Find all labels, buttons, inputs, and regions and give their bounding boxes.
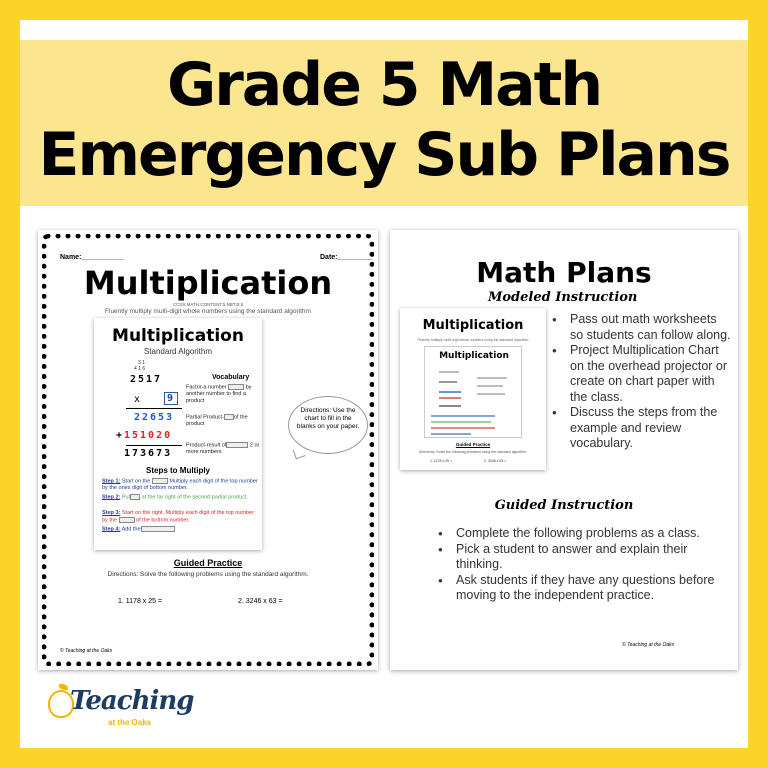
thumbnail-title: Multiplication <box>422 318 524 333</box>
card-subtitle: Standard Algorithm <box>143 347 213 356</box>
plans-title: Math Plans <box>476 256 652 289</box>
thumbnail-problem-2: 2. 3246 x 63 = <box>484 459 507 463</box>
thumbnail-card-title: Multiplication <box>439 351 509 361</box>
text-line <box>439 381 457 383</box>
vocab-heading: Vocabulary <box>212 374 250 381</box>
multiplication-worksheet <box>38 230 378 670</box>
directions-bubble: Directions: Use the chart to fill in the blanks on your paper. <box>288 396 368 454</box>
logo-wordmark: Teaching <box>70 686 194 716</box>
modeled-instruction-list <box>550 312 732 452</box>
partial-product-two: 151020 <box>124 430 173 441</box>
list-item: ● Project Multiplication Chart on the overhead projector or create on chart paper with the class. <box>550 343 732 405</box>
step-2: Step 2: Put at the far right of the second partial product. <box>102 494 249 501</box>
text-line <box>439 391 461 393</box>
thumbnail-guided-directions: Directions: Solve the following problems using the standard algorithm. <box>418 450 528 454</box>
list-item: ● Pass out math worksheets so students can follow along. <box>550 312 732 343</box>
standard-code: CCSS.MATH.CONTENT.5.NBT.B.5 <box>172 302 244 307</box>
brand-logo <box>48 686 194 730</box>
text-line <box>439 405 461 407</box>
title-line-2: Emergency Sub Plans <box>38 120 730 190</box>
text-line <box>439 371 459 373</box>
partial-product-one: 22653 <box>134 412 175 423</box>
times-sign: x <box>134 394 143 405</box>
final-product: 173673 <box>124 448 173 459</box>
blank-box <box>226 442 248 448</box>
guided-instruction-heading: Guided Instruction <box>494 498 634 513</box>
plus-sign: + <box>116 430 125 441</box>
thumbnail-subtitle: Fluently multiply multi-digit whole numbers using the standard algorithm <box>417 338 529 342</box>
worksheet-thumbnail <box>400 308 546 470</box>
text-line <box>477 377 507 379</box>
vocab-product: Product-result of 2 or more numbers <box>186 442 260 456</box>
text-line <box>477 393 505 395</box>
list-item: ● Discuss the steps from the example and review vocabulary. <box>550 405 732 452</box>
card-title: Multiplication <box>112 326 244 346</box>
step-4: Step 4: Add the <box>102 526 258 533</box>
name-field: Name:___________ <box>60 254 125 261</box>
thumbnail-card <box>424 346 522 438</box>
thumbnail-guided: Guided Practice <box>455 442 491 447</box>
vocab-factor: Factor-a number by another number to find a product <box>186 384 252 405</box>
line-rule <box>126 408 182 409</box>
problem-2: 2. 3246 x 63 = <box>238 598 283 605</box>
text-line <box>431 433 471 435</box>
step-1: Step 1: Start on the Multiply each digit of the top number by the ones digit of bottom number. <box>102 478 258 492</box>
guided-instruction-list <box>436 526 726 604</box>
step-3: Step 3: Start on the right. Multiply each digit of the top number by the of the bottom number. <box>102 510 254 524</box>
modeled-instruction-heading: Modeled Instruction <box>488 290 638 305</box>
vocab-partial: Partial Product- of the product <box>186 414 248 428</box>
line-rule-2 <box>126 445 182 446</box>
list-item: ● Ask students if they have any questions before moving to the independent practice. <box>436 573 726 604</box>
thumbnail-problem-1: 1. 1178 x 25 = <box>430 459 453 463</box>
carry-row-bottom: 4 1 6 <box>134 366 146 372</box>
list-item: ● Complete the following problems as a class. <box>436 526 726 542</box>
blank-box <box>130 494 140 500</box>
algorithm-card <box>94 318 262 550</box>
guided-practice-heading: Guided Practice <box>173 558 243 568</box>
guided-practice-directions: Directions: Solve the following problems using the standard algorithm. <box>107 571 309 578</box>
title-line-1: Grade 5 Math <box>166 50 602 120</box>
blank-box <box>228 384 244 390</box>
blank-box <box>141 526 175 532</box>
plans-footer: © Teaching at the Oaks <box>622 642 675 648</box>
carry-row-top: 3 1 <box>138 360 145 366</box>
text-line <box>477 385 503 387</box>
text-line <box>439 397 461 399</box>
worksheet-footer: © Teaching at the Oaks <box>60 648 113 654</box>
blank-box <box>152 478 168 484</box>
factor-one: 2517 <box>130 374 163 385</box>
worksheet-subtitle: Fluently multiply multi-digit whole numbers using the standard algorithm <box>105 308 311 315</box>
text-line <box>431 415 495 417</box>
list-item: ● Pick a student to answer and explain their thinking. <box>436 542 726 573</box>
date-field: Date:_________ <box>320 254 373 261</box>
factor-two: 9 <box>164 392 178 405</box>
worksheet-title: Multiplication <box>83 264 333 302</box>
problem-1: 1. 1178 x 25 = <box>118 598 163 605</box>
text-line <box>431 427 495 429</box>
blank-box <box>119 517 135 523</box>
blank-box <box>224 414 234 420</box>
steps-heading: Steps to Multiply <box>146 466 210 475</box>
math-plans-page <box>390 230 738 670</box>
logo-tagline: at the Oaks <box>108 718 152 727</box>
text-line <box>431 421 491 423</box>
